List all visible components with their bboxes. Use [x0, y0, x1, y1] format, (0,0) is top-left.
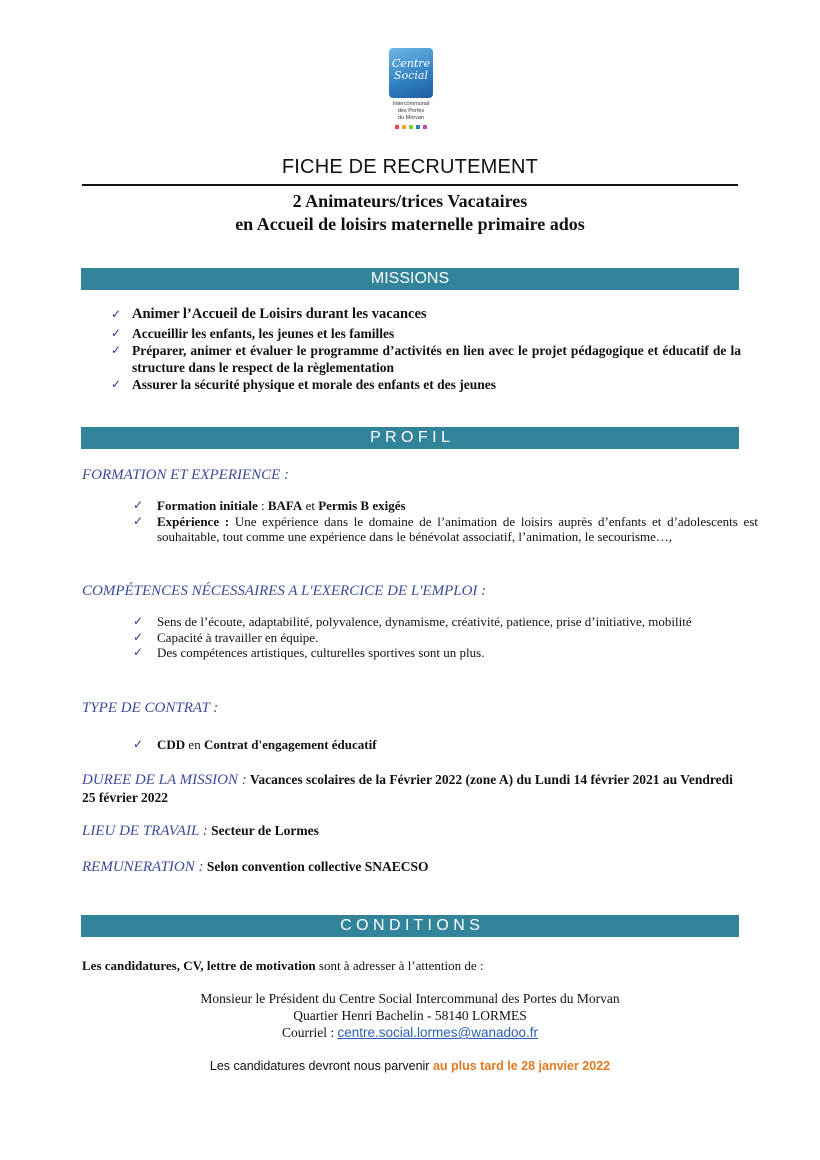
contrat-list — [133, 737, 758, 753]
logo-dot — [402, 125, 406, 129]
lieu-paragraph — [82, 822, 738, 840]
contrat-text — [157, 737, 758, 753]
deadline-notice — [0, 1059, 820, 1073]
formation-list — [133, 498, 758, 545]
logo-dot — [416, 125, 420, 129]
mission-text: Animer l’Accueil de Loisirs durant les vacances — [132, 306, 427, 322]
address-block — [0, 990, 820, 1041]
courriel-label: Courriel : — [281, 1025, 338, 1040]
job-title-line2: en Accueil de loisirs maternelle primaire ados — [235, 214, 585, 234]
deadline-date: au plus tard le 28 janvier 2022 — [432, 1059, 611, 1073]
formation-heading: FORMATION ET EXPERIENCE : — [82, 467, 290, 483]
remuneration-value: Selon convention collective SNAECSO — [203, 859, 429, 874]
list-item — [111, 306, 741, 323]
list-item — [133, 514, 758, 545]
duree-paragraph — [82, 771, 738, 807]
checkmark-icon: ✓ — [133, 737, 144, 751]
contrat-sep: en — [185, 737, 204, 752]
list-item — [133, 630, 758, 646]
logo-dot — [395, 125, 399, 129]
contrat-type: Contrat d'engagement éducatif — [203, 737, 377, 752]
competences-list — [133, 614, 758, 661]
experience-text — [157, 514, 758, 545]
list-item — [133, 614, 758, 630]
experience-body: Une expérience dans le domaine de l’animation de loisirs auprès d’enfants et d’adolescents est souhaitable, tout comme une expérience dans le bénévolat associatif, l’animation, le secourisme…, — [157, 513, 759, 544]
checkmark-icon: ✓ — [111, 326, 122, 340]
contrat-heading: TYPE DE CONTRAT : — [82, 700, 219, 716]
title-divider — [82, 184, 738, 186]
competences-heading: COMPÉTENCES NÉCESSAIRES A L'EXERCICE DE L'EMPLOI : — [82, 583, 487, 599]
logo-dot — [423, 125, 427, 129]
conditions-intro-bold: Les candidatures, CV, lettre de motivation — [82, 958, 316, 973]
checkmark-icon: ✓ — [133, 614, 144, 628]
list-item — [133, 498, 758, 514]
checkmark-icon: ✓ — [133, 498, 144, 512]
lieu-label: LIEU DE TRAVAIL : — [82, 823, 208, 839]
job-title-line1: 2 Animateurs/trices Vacataires — [292, 191, 528, 211]
mission-text: Préparer, animer et évaluer le programme d’activités en lien avec le projet pédagogique et éducatif de la structure dans le respect de la règlementation — [132, 343, 741, 375]
address-line: Quartier Henri Bachelin - 58140 LORMES — [293, 1008, 527, 1023]
deadline-prefix: Les candidatures devront nous parvenir — [209, 1059, 433, 1073]
competence-text: Sens de l’écoute, adaptabilité, polyvalence, dynamisme, créativité, patience, prise d’initiative, mobilité — [157, 614, 692, 629]
competence-text: Des compétences artistiques, culturelles sportives sont un plus. — [157, 645, 485, 660]
conditions-intro — [82, 957, 738, 975]
profil-band: P R O F I L — [81, 427, 739, 449]
logo-sub-line: des Portes — [397, 108, 425, 114]
checkmark-icon: ✓ — [111, 307, 122, 321]
logo-sub-line: Intercommunal — [392, 101, 430, 107]
list-item — [111, 376, 741, 393]
logo-badge — [389, 48, 433, 98]
formation-permis: Permis B exigés — [318, 498, 406, 513]
remuneration-label: REMUNERATION : — [82, 859, 204, 875]
list-item — [111, 325, 741, 342]
job-title — [0, 190, 820, 236]
duree-label: DUREE DE LA MISSION : — [82, 772, 247, 788]
formation-label: Formation initiale — [157, 498, 258, 513]
checkmark-icon: ✓ — [133, 645, 144, 659]
missions-band: MISSIONS — [81, 268, 739, 290]
competence-text: Capacité à travailler en équipe. — [157, 629, 319, 645]
contrat-cdd: CDD — [157, 737, 186, 752]
experience-label: Expérience : — [157, 513, 230, 529]
duree-value: Vacances scolaires de la Février 2022 (zone A) du Lundi 14 février 2021 au Vendredi 25 février 2022 — [82, 772, 733, 805]
logo — [383, 48, 439, 129]
list-item — [133, 737, 758, 753]
address-line: Monsieur le Président du Centre Social Intercommunal des Portes du Morvan — [200, 991, 620, 1006]
courriel-line — [0, 1024, 820, 1041]
formation-text — [157, 498, 758, 514]
checkmark-icon: ✓ — [111, 343, 122, 357]
logo-sub-line: du Morvan — [398, 115, 424, 121]
checkmark-icon: ✓ — [133, 513, 144, 528]
list-item — [111, 342, 741, 376]
conditions-band: C O N D I T I O N S — [81, 915, 739, 937]
logo-dot — [409, 125, 413, 129]
list-item — [133, 645, 758, 661]
formation-and: et — [302, 498, 319, 513]
page-title: FICHE DE RECRUTEMENT — [281, 156, 539, 178]
logo-dots — [383, 125, 439, 129]
formation-sep: : — [257, 498, 268, 513]
email-link[interactable]: centre.social.lormes@wanadoo.fr — [337, 1025, 539, 1040]
logo-line1: Centre — [391, 57, 431, 70]
missions-list — [111, 306, 741, 393]
mission-text: Assurer la sécurité physique et morale des enfants et des jeunes — [132, 377, 496, 392]
conditions-intro-rest: sont à adresser à l’attention de : — [315, 958, 484, 973]
logo-subtitle — [383, 101, 439, 122]
checkmark-icon: ✓ — [111, 377, 122, 391]
checkmark-icon: ✓ — [133, 629, 144, 644]
remuneration-paragraph — [82, 858, 738, 876]
logo-line2: Social — [394, 69, 428, 82]
formation-bafa: BAFA — [267, 498, 303, 513]
mission-text: Accueillir les enfants, les jeunes et les familles — [132, 326, 395, 341]
lieu-value: Secteur de Lormes — [207, 823, 319, 838]
